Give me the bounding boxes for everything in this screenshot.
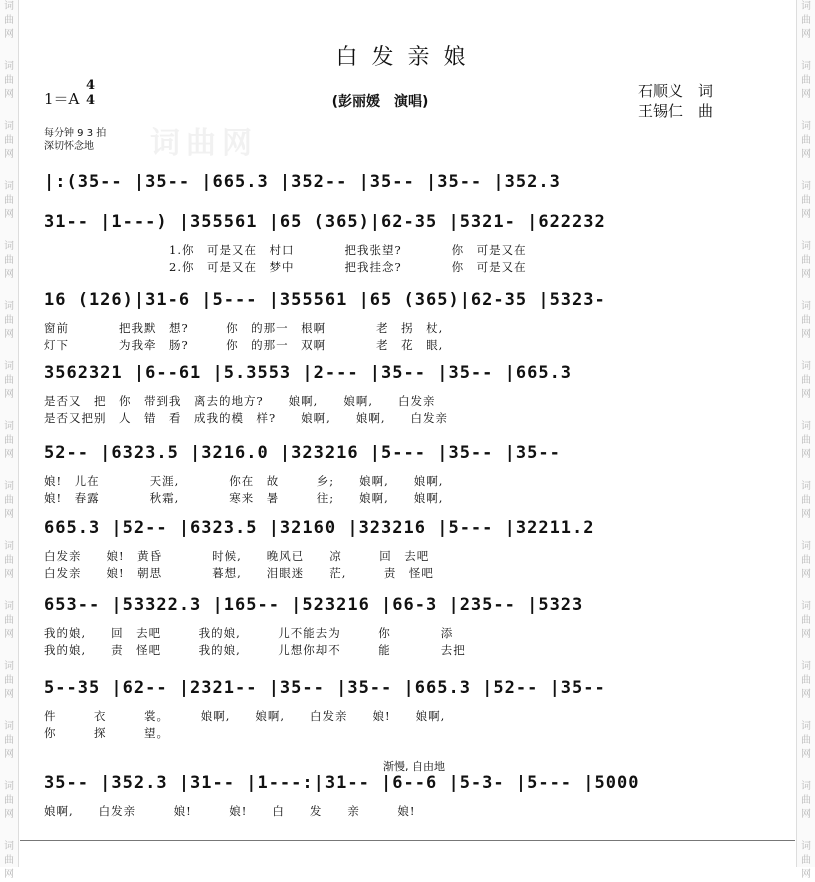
- lyric-line: 窗前 把我默 想? 你 的那一 根啊 老 拐 杖,: [44, 321, 444, 335]
- lyric-line: 是否又把别 人 错 看 成我的模 样? 娘啊, 娘啊, 白发亲: [44, 411, 448, 425]
- lyric-line: 我的娘, 责 怪吧 我的娘, 儿想你却不 能 去把: [44, 643, 466, 657]
- watermark-label: 词 曲 网: [801, 841, 811, 880]
- watermark-label: 词 曲 网: [801, 61, 811, 100]
- left-watermark-strip: [0, 0, 19, 880]
- watermark-label: 词 曲 网: [4, 781, 14, 820]
- lyric-line: 你 探 望。: [44, 726, 169, 740]
- lyric-line: 白发亲 娘! 朝思 暮想, 泪眼迷 茫, 责 怪吧: [44, 566, 434, 580]
- watermark-label: 词 曲 网: [801, 241, 811, 280]
- watermark-label: 词 曲 网: [801, 541, 811, 580]
- watermark-label: 词 曲 网: [4, 541, 14, 580]
- lyric-line: 娘! 春露 秋霜, 寒来 暑 往; 娘啊, 娘啊,: [44, 491, 444, 505]
- watermark-label: 词 曲 网: [801, 481, 811, 520]
- tempo-marking: 每分钟 9 3 拍: [44, 128, 107, 139]
- notation-row: |:(35-- |35-- |665.3 |352-- |35-- |35-- |352.3: [44, 172, 561, 192]
- watermark-label: 词 曲 网: [801, 781, 811, 820]
- lyric-line: 白发亲 娘! 黄昏 时候, 晚风已 凉 回 去吧: [44, 549, 430, 563]
- ritardando-marking: 渐慢, 自由地: [383, 760, 445, 773]
- meter-top: 4: [86, 78, 96, 93]
- watermark-label: 词 曲 网: [801, 121, 811, 160]
- lyricist-credit: 石顺义 词: [638, 82, 714, 100]
- watermark-label: 词 曲 网: [4, 841, 14, 880]
- notation-row: 3562321 |6--61 |5.3553 |2--- |35-- |35-- |665.3: [44, 363, 573, 383]
- bottom-rule: [20, 840, 795, 841]
- lyric-line: 娘! 儿在 天涯, 你在 故 乡; 娘啊, 娘啊,: [44, 474, 444, 488]
- key-signature: 1＝A: [44, 90, 80, 108]
- watermark-label: 词 曲 网: [801, 181, 811, 220]
- watermark-label: 词 曲 网: [4, 1, 14, 40]
- lyric-line: 是否又 把 你 带到我 离去的地方? 娘啊, 娘啊, 白发亲: [44, 394, 436, 408]
- watermark-label: 词 曲 网: [4, 301, 14, 340]
- lyric-line: 件 衣 裳。 娘啊, 娘啊, 白发亲 娘! 娘啊,: [44, 709, 446, 723]
- watermark-label: 词 曲 网: [4, 61, 14, 100]
- notation-row: 35-- |352.3 |31-- |1---:|31-- |6--6 |5-3- |5--- |5000: [44, 773, 640, 793]
- watermark-label: 词 曲 网: [4, 601, 14, 640]
- watermark-label: 词 曲 网: [801, 601, 811, 640]
- notation-row: 5--35 |62-- |2321-- |35-- |35-- |665.3 |52-- |35--: [44, 678, 606, 698]
- watermark-label: 词 曲 网: [4, 361, 14, 400]
- watermark-label: 词 曲 网: [4, 241, 14, 280]
- watermark-label: 词 曲 网: [801, 721, 811, 760]
- song-title: 白发亲娘: [335, 45, 480, 70]
- lyric-line: 我的娘, 回 去吧 我的娘, 儿不能去为 你 添: [44, 626, 454, 640]
- watermark-label: 词 曲 网: [4, 421, 14, 460]
- watermark-label: 词 曲 网: [801, 661, 811, 700]
- lyric-line: 灯下 为我牵 肠? 你 的那一 双啊 老 花 眼,: [44, 338, 444, 352]
- notation-row: 653-- |53322.3 |165-- |523216 |66-3 |235-- |5323: [44, 595, 584, 615]
- singer-credit: (彭丽媛 演唱): [331, 94, 429, 110]
- meter-bottom: 4: [86, 93, 96, 108]
- lyric-line: 2.你 可是又在 梦中 把我挂念? 你 可是又在: [44, 260, 527, 274]
- watermark-label: 词 曲 网: [801, 361, 811, 400]
- watermark-label: 词 曲 网: [801, 301, 811, 340]
- watermark-label: 词 曲 网: [801, 1, 811, 40]
- lyric-line: 1.你 可是又在 村口 把我张望? 你 可是又在: [44, 243, 527, 257]
- background-watermark: 词曲网: [150, 126, 258, 161]
- right-watermark-strip: [796, 0, 815, 880]
- notation-row: 31-- |1---) |355561 |65 (365)|62-35 |5321- |622232: [44, 212, 606, 232]
- watermark-label: 词 曲 网: [801, 421, 811, 460]
- expression-marking: 深切怀念地: [44, 141, 94, 152]
- composer-credit: 王锡仁 曲: [638, 102, 714, 120]
- lyric-line: 娘啊, 白发亲 娘! 娘! 白 发 亲 娘!: [44, 804, 416, 818]
- notation-row: 16 (126)|31-6 |5--- |355561 |65 (365)|62-35 |5323-: [44, 290, 606, 310]
- notation-row: 52-- |6323.5 |3216.0 |323216 |5--- |35-- |35--: [44, 443, 561, 463]
- watermark-label: 词 曲 网: [4, 721, 14, 760]
- watermark-label: 词 曲 网: [4, 121, 14, 160]
- notation-row: 665.3 |52-- |6323.5 |32160 |323216 |5--- |32211.2: [44, 518, 595, 538]
- watermark-label: 词 曲 网: [4, 481, 14, 520]
- watermark-label: 词 曲 网: [4, 181, 14, 220]
- watermark-label: 词 曲 网: [4, 661, 14, 700]
